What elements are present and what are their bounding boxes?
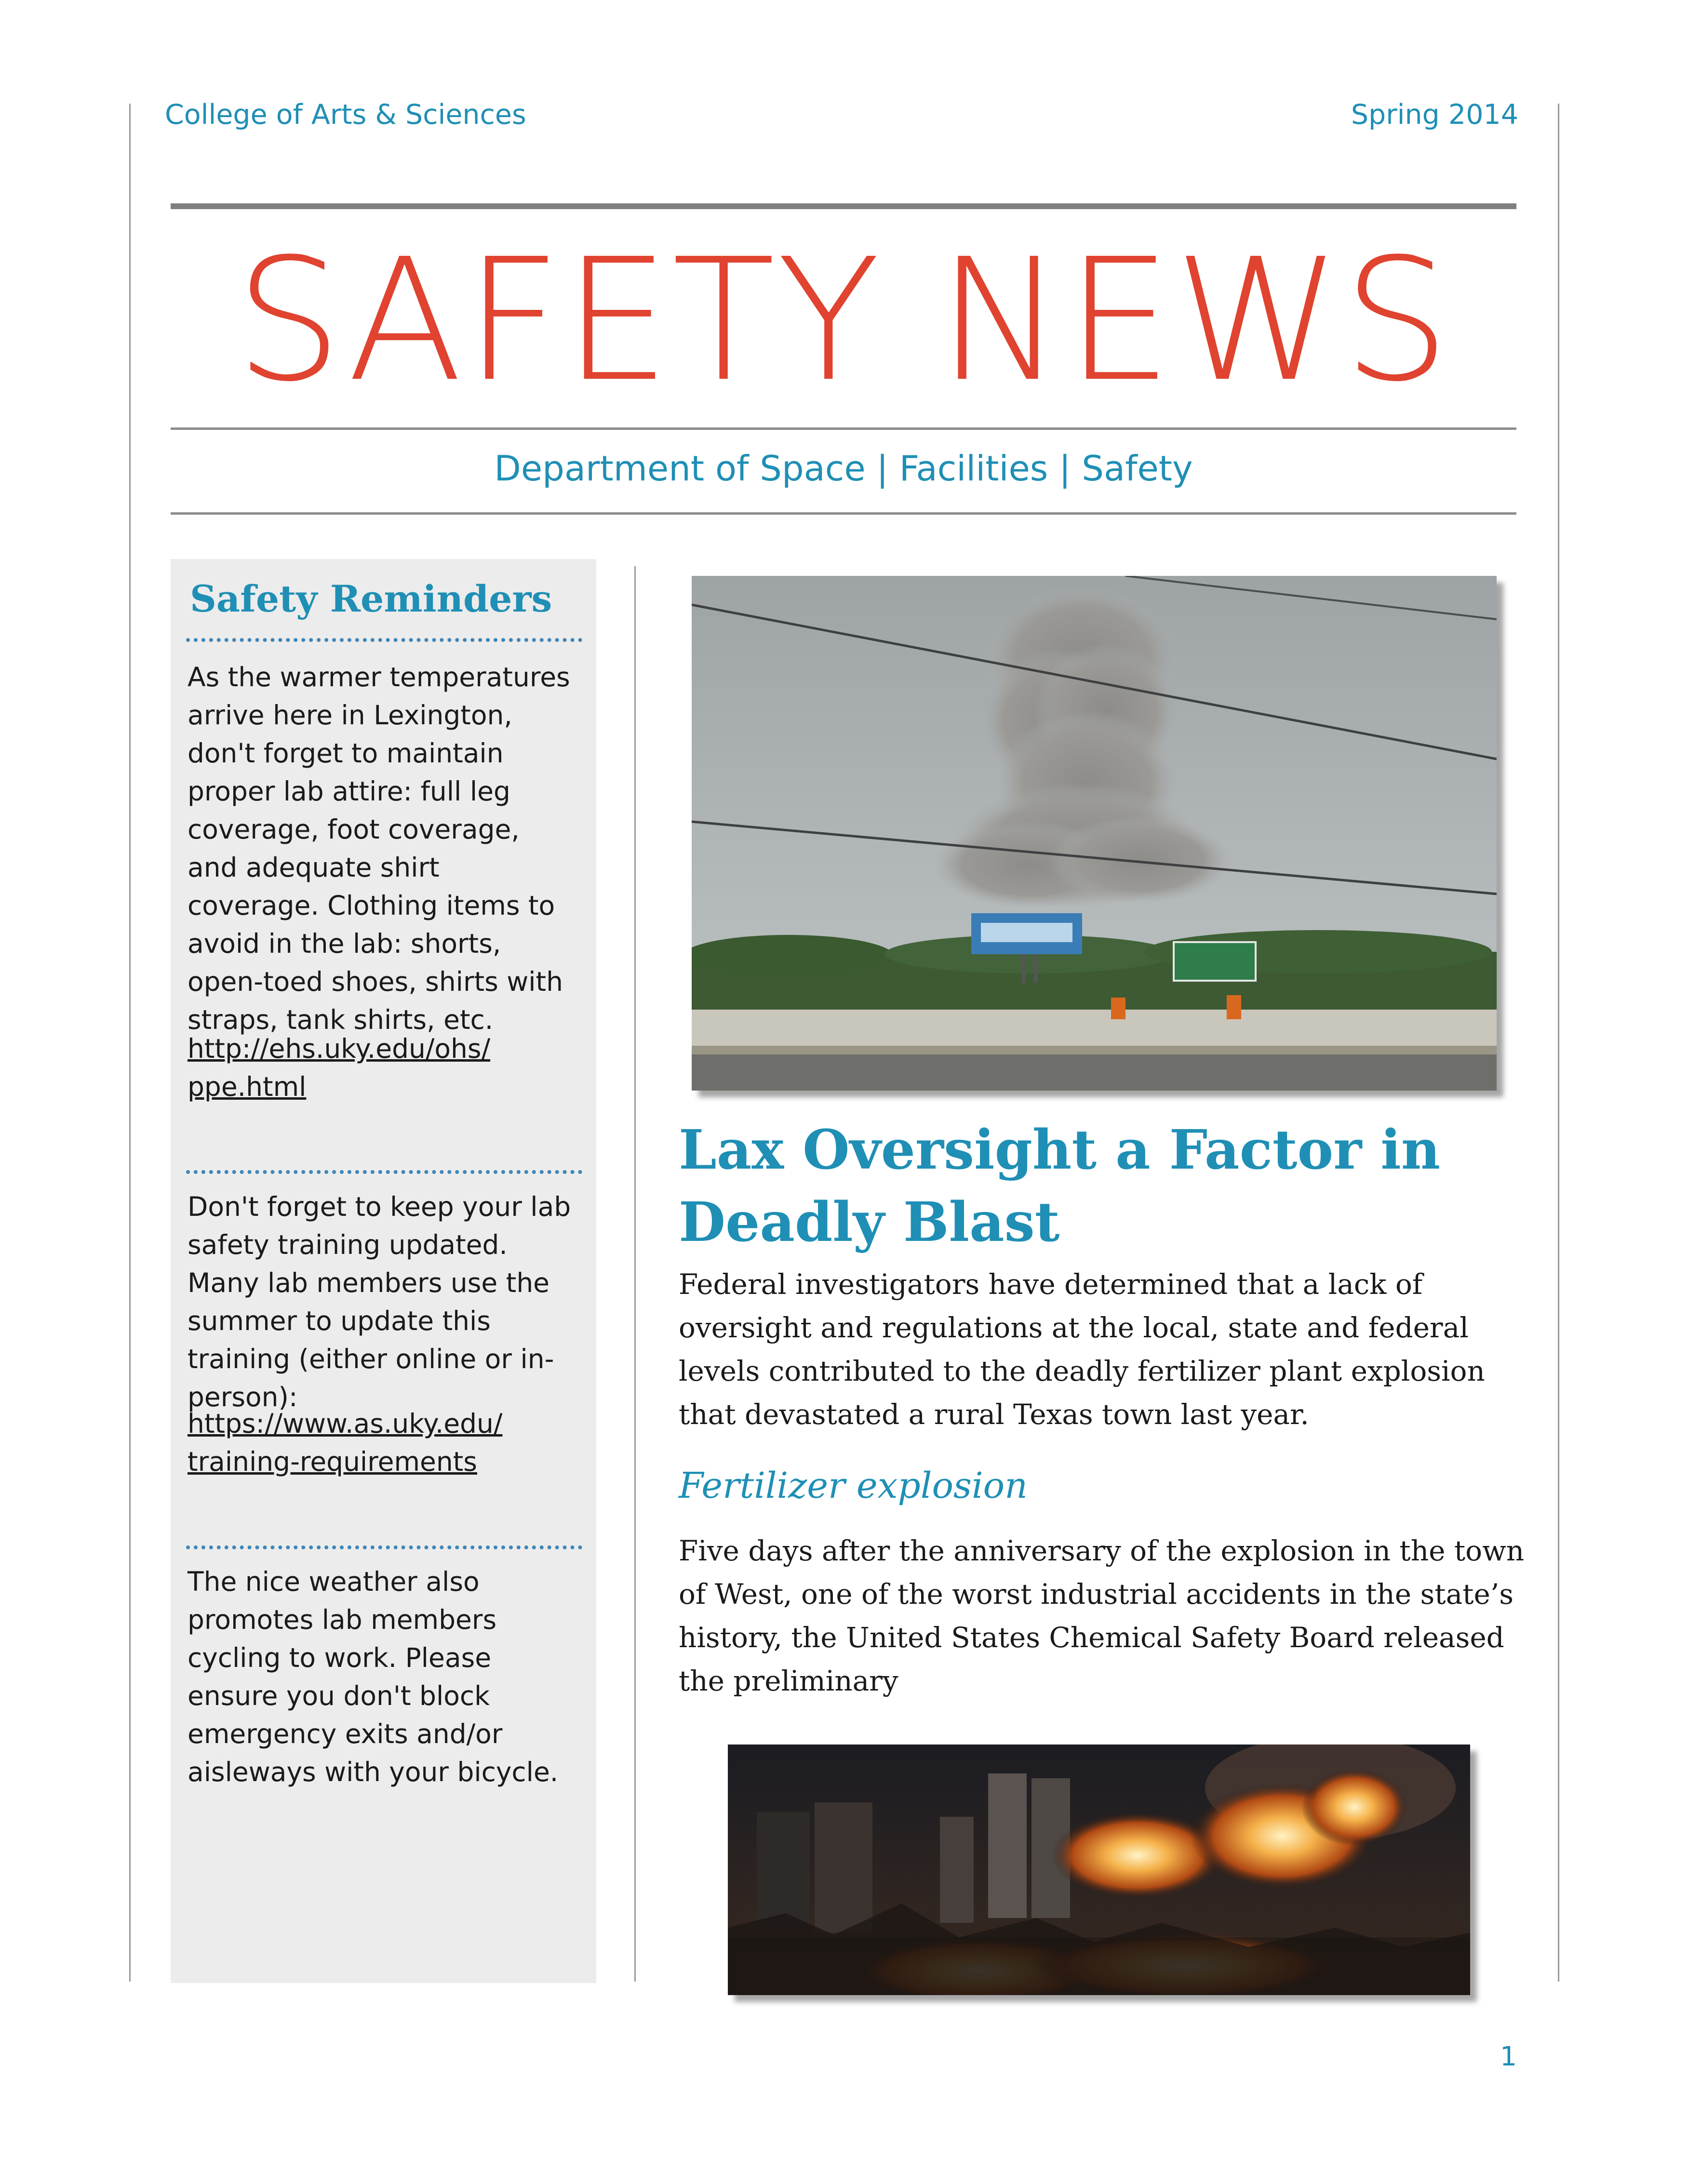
header-top-rule: [171, 203, 1516, 209]
page-number: 1: [1500, 2041, 1517, 2072]
sidebar-heading: Safety Reminders: [190, 577, 552, 620]
subtitle-bottom-rule: [171, 512, 1516, 515]
department-subtitle: Department of Space | Facilities | Safety: [494, 448, 1193, 489]
plant-fire-photo: [728, 1745, 1470, 1995]
column-divider: [634, 566, 636, 1982]
reminder-training-link[interactable]: https://www.as.uky.edu/: [188, 1408, 503, 1439]
college-name: College of Arts & Sciences: [165, 99, 526, 131]
safety-reminders-sidebar: [171, 559, 596, 1983]
article-body-paragraph: Five days after the anniversary of the explosion in the town of West, one of the worst industrial accidents in the state’s history, the United States Chemical Safety Board released the preliminary: [679, 1534, 1525, 1697]
sidebar-divider: [186, 1170, 582, 1174]
reminder-attire-link-cont[interactable]: ppe.html: [188, 1071, 307, 1102]
reminder-training-text: Don't forget to keep your lab safety training updated. Many lab members use the summer to update this training (either online or in-person):: [188, 1191, 571, 1412]
reminder-attire-text: As the warmer temperatures arrive here in Lexington, don't forget to maintain proper lab attire: full leg coverage, foot coverage, and adequate shirt coverage. Clothing items to avoid in the lab: shorts, open-toed shoes, shirts with straps, tank shirts, etc.: [188, 662, 570, 1035]
masthead-title: SAFETY NEWS: [235, 222, 1452, 419]
reminder-attire-link[interactable]: http://ehs.uky.edu/ohs/: [188, 1033, 491, 1064]
sidebar-divider: [186, 1545, 582, 1549]
masthead-bottom-rule: [171, 427, 1516, 430]
article-subheading: Fertilizer explosion: [679, 1465, 1028, 1506]
right-page-rule: [1558, 104, 1559, 1982]
left-page-rule: [129, 104, 131, 1982]
reminder-training-link-cont[interactable]: training-requirements: [188, 1446, 477, 1477]
sidebar-divider: [186, 638, 582, 642]
explosion-cloud-photo: [692, 576, 1497, 1091]
article-lead-paragraph: Federal investigators have determined that a lack of oversight and regulations at the local, state and federal levels contributed to the deadly fertilizer plant explosion that devastated a rural Texas town last year.: [679, 1268, 1485, 1431]
article-title: Lax Oversight a Factor in Deadly Blast: [679, 1119, 1441, 1254]
issue-date: Spring 2014: [1351, 99, 1518, 131]
reminder-cycling-text: The nice weather also promotes lab members cycling to work. Please ensure you don't block emergency exits and/or aisleways with your bicycle.: [188, 1566, 559, 1787]
